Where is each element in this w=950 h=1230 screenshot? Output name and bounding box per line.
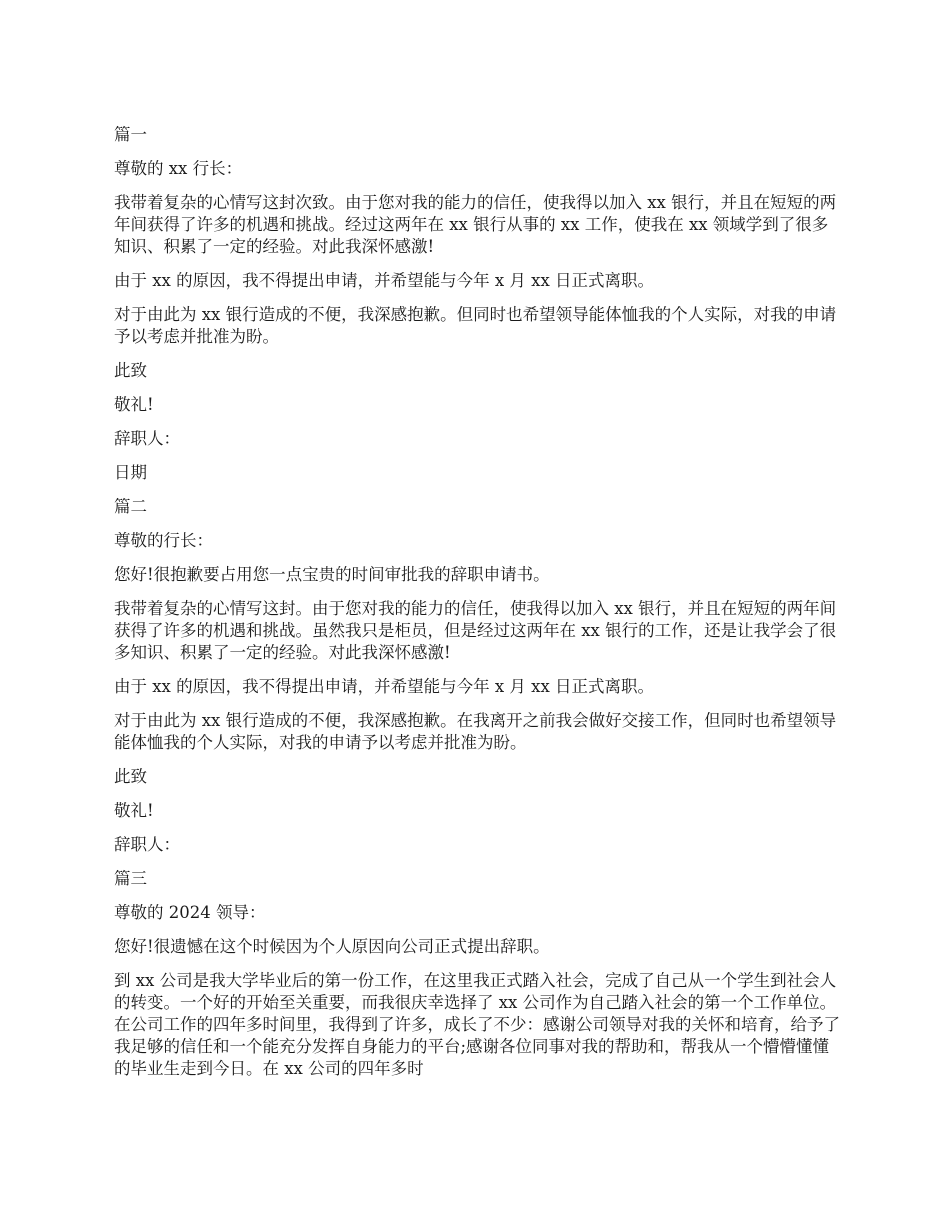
body-paragraph: 我带着复杂的心情写这封。由于您对我的能力的信任，使我得以加入 xx 银行，并且在短短的两年间获得了许多的机遇和挑战。虽然我只是柜员，但是经过这两年在 xx 银行的工作，还是让我学会了很多知识、积累了一定的经验。对此我深怀感激! xyxy=(114,599,837,662)
body-paragraph: 您好!很遗憾在这个时候因为个人原因向公司正式提出辞职。 xyxy=(114,937,550,956)
closing-line: 此致 xyxy=(114,767,147,786)
body-paragraph: 到 xx 公司是我大学毕业后的第一份工作，在这里我正式踏入社会，完成了自己从一个学生到社会人的转变。一个好的开始至关重要，而我很庆幸选择了 xx 公司作为自己踏入社会的第一个工作单位。在公司工作的四年多时间里，我得到了许多，成长了不少：感谢公司领导对我的关怀和培育，给予了我足够的信任和一个能充分发挥自身能力的平台;感谢各位同事对我的帮助和，帮我从一个懵懵懂懂的毕业生走到今日。在 xx 公司的四年多时 xyxy=(114,971,840,1078)
salutation: 尊敬的 xx 行长： xyxy=(114,159,243,178)
section-heading-2: 篇二 xyxy=(114,497,147,516)
closing-line: 敬礼! xyxy=(114,395,154,414)
section-heading-1: 篇一 xyxy=(114,125,147,144)
closing-line: 此致 xyxy=(114,361,147,380)
body-paragraph: 对于由此为 xx 银行造成的不便，我深感抱歉。但同时也希望领导能体恤我的个人实际，对我的申请予以考虑并批准为盼。 xyxy=(114,305,837,346)
body-paragraph: 对于由此为 xx 银行造成的不便，我深感抱歉。在我离开之前我会做好交接工作，但同时也希望领导能体恤我的个人实际，对我的申请予以考虑并批准为盼。 xyxy=(114,711,837,752)
date-line: 日期 xyxy=(114,463,147,482)
body-paragraph: 由于 xx 的原因，我不得提出申请，并希望能与今年 x 月 xx 日正式离职。 xyxy=(114,271,654,290)
body-paragraph: 我带着复杂的心情写这封次致。由于您对我的能力的信任，使我得以加入 xx 银行，并且在短短的两年间获得了许多的机遇和挑战。经过这两年在 xx 银行从事的 xx 工作，使我在 xx 领域学到了很多知识、积累了一定的经验。对此我深怀感激! xyxy=(114,193,837,256)
salutation: 尊敬的行长： xyxy=(114,531,213,550)
section-heading-3: 篇三 xyxy=(114,869,147,888)
body-paragraph: 您好!很抱歉要占用您一点宝贵的时间审批我的辞职申请书。 xyxy=(114,565,550,584)
salutation: 尊敬的 2024 领导： xyxy=(114,903,266,922)
closing-line: 敬礼! xyxy=(114,801,154,820)
document-body xyxy=(114,124,840,1092)
signature-line: 辞职人： xyxy=(114,429,180,448)
body-paragraph: 由于 xx 的原因，我不得提出申请，并希望能与今年 x 月 xx 日正式离职。 xyxy=(114,677,654,696)
signature-line: 辞职人： xyxy=(114,835,180,854)
